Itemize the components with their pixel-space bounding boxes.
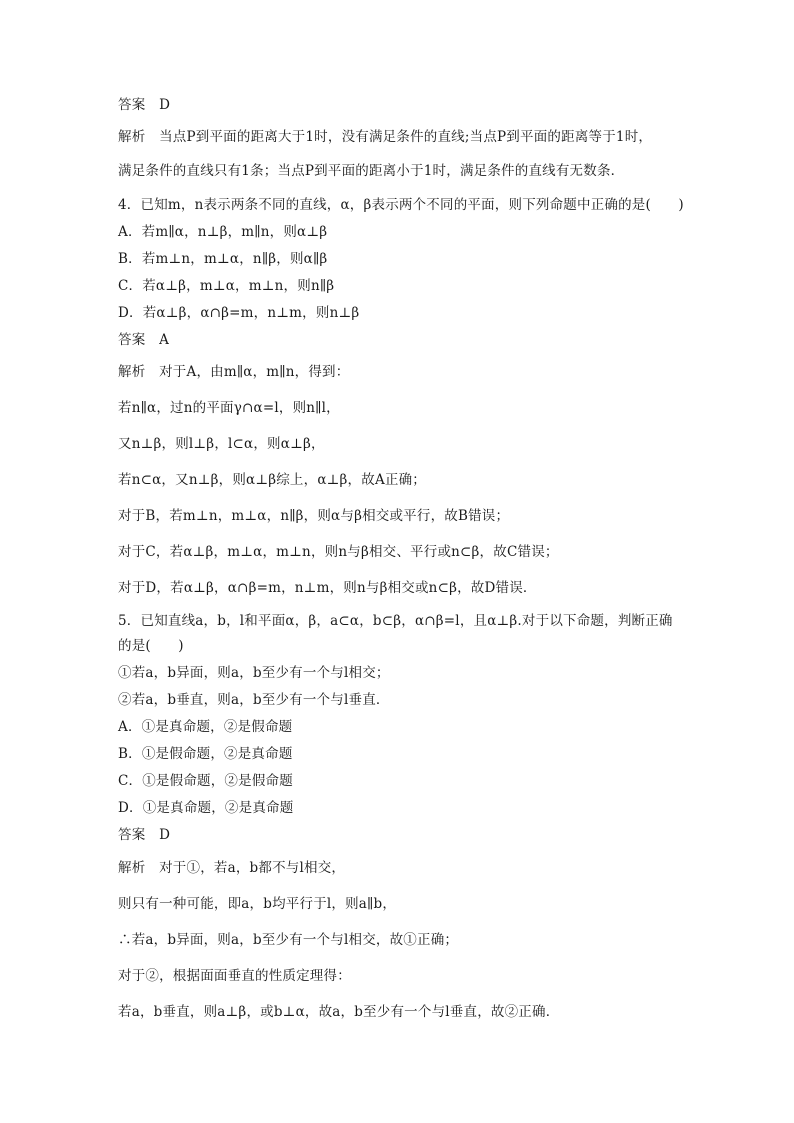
answer-label-q5: 答案 D xyxy=(118,827,171,843)
solution-line: 解析 对于A，由m∥α，m∥n，得到： xyxy=(118,364,350,380)
solution-line: 若n∥α，过n的平面γ∩α=l，则n∥l， xyxy=(118,400,340,416)
option-c: C．若α⊥β，m⊥α，m⊥n，则n∥β xyxy=(118,278,335,294)
solution-line: 又n⊥β，则l⊥β，l⊂α，则α⊥β， xyxy=(118,436,325,452)
option-d: D．若α⊥β，α∩β=m，n⊥m，则n⊥β xyxy=(118,305,360,321)
option-a: A．若m∥α，n⊥β，m∥n，则α⊥β xyxy=(118,224,328,240)
solution-line: 对于B，若m⊥n，m⊥α，n∥β，则α与β相交或平行，故B错误； xyxy=(118,508,510,524)
option-b: B．若m⊥n，m⊥α，n∥β，则α∥β xyxy=(118,251,328,267)
solution-line: 对于②，根据面面垂直的性质定理得： xyxy=(118,968,351,984)
solution-line: 对于C，若α⊥β，m⊥α，m⊥n，则n与β相交、平行或n⊂β，故C错误； xyxy=(118,544,559,560)
option-a: A．①是真命题，②是假命题 xyxy=(118,719,293,735)
answer-label-q3: 答案 D xyxy=(118,97,171,113)
question-5-stem-cont: 的是( ) xyxy=(118,638,184,654)
solution-line: 则只有一种可能，即a，b均平行于l，则a∥b， xyxy=(118,896,397,912)
option-c: C．①是假命题，②是假命题 xyxy=(118,773,293,789)
answer-label-q4: 答案 A xyxy=(118,332,170,348)
option-b: B．①是假命题，②是真命题 xyxy=(118,746,293,762)
option-d: D．①是真命题，②是真命题 xyxy=(118,800,294,816)
question-5-stem: 5．已知直线a，b，l和平面α，β，a⊂α，b⊂β，α∩β=l，且α⊥β.对于以下命题，判断正确 xyxy=(118,613,673,629)
solution-line: 解析 对于①，若a，b都不与l相交， xyxy=(118,860,346,876)
solution-line: 若a，b垂直，则a⊥β，或b⊥α，故a，b至少有一个与l垂直，故②正确． xyxy=(118,1004,560,1020)
proposition-1: ①若a，b异面，则a，b至少有一个与l相交； xyxy=(118,665,390,681)
solution-line: 若n⊂α，又n⊥β，则α⊥β综上，α⊥β，故A正确； xyxy=(118,472,427,488)
question-4-stem: 4．已知m，n表示两条不同的直线，α，β表示两个不同的平面，则下列命题中正确的是( ) xyxy=(118,197,684,213)
solution-line: 满足条件的直线只有1条；当点P到平面的距离小于1时，满足条件的直线有无数条． xyxy=(118,163,625,179)
solution-line: 对于D，若α⊥β，α∩β=m，n⊥m，则n与β相交或n⊂β，故D错误． xyxy=(118,580,537,596)
solution-line: 解析 当点P到平面的距离大于1时，没有满足条件的直线;当点P到平面的距离等于1时， xyxy=(118,129,653,145)
proposition-2: ②若a，b垂直，则a，b至少有一个与l垂直． xyxy=(118,692,390,708)
solution-line: ∴若a，b异面，则a，b至少有一个与l相交，故①正确； xyxy=(118,932,459,948)
